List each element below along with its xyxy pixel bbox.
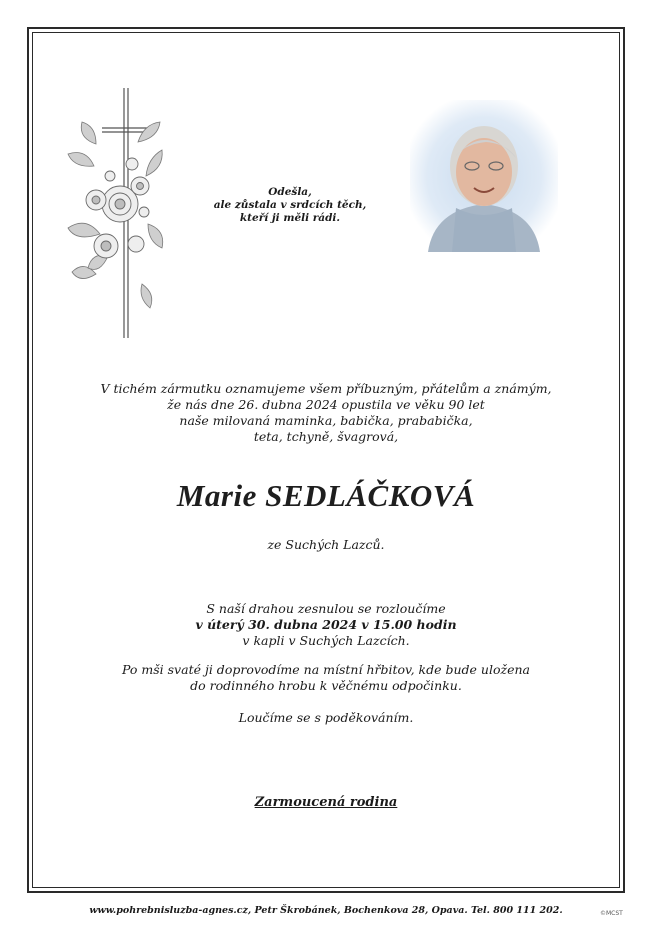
burial-line: do rodinného hrobu k věčnému odpočinku. <box>190 678 462 693</box>
announcement-line: že nás dne 26. dubna 2024 opustila ve věku 90 let <box>167 397 485 412</box>
quote-line: Odešla, <box>268 186 312 198</box>
burial-line: Po mši svaté ji doprovodíme na místní hřbitov, kde bude uložena <box>122 662 530 677</box>
ceremony-place: v kapli v Suchých Lazcích. <box>242 633 410 648</box>
announcement-text <box>40 381 612 445</box>
funeral-service-contact: www.pohrebnisluzba-agnes.cz, Petr Škrobánek, Bochenkova 28, Opava. Tel. 800 111 202. <box>89 905 563 916</box>
ceremony-info <box>40 601 612 649</box>
farewell-text: Loučíme se s poděkováním. <box>238 710 414 725</box>
quote-line: kteří ji měli rádi. <box>239 212 341 224</box>
cross-with-flowers-icon <box>66 84 166 342</box>
deceased-name: Marie SEDLÁČKOVÁ <box>176 478 476 513</box>
quote-line: ale zůstala v srdcích těch, <box>213 199 367 211</box>
ceremony-datetime: v úterý 30. dubna 2024 v 15.00 hodin <box>195 617 457 632</box>
portrait-photo <box>410 100 558 252</box>
memorial-quote <box>200 186 380 225</box>
mourners-signature: Zarmoucená rodina <box>254 795 398 810</box>
copyright-mark: ©MCST <box>600 910 623 917</box>
ceremony-intro: S naší drahou zesnulou se rozloučíme <box>206 601 446 616</box>
announcement-line: V tichém zármutku oznamujeme všem příbuzným, přátelům a známým, <box>100 381 552 396</box>
announcement-line: naše milovaná maminka, babička, prababička, <box>179 413 473 428</box>
burial-info <box>40 662 612 694</box>
deceased-origin: ze Suchých Lazců. <box>267 537 385 552</box>
announcement-line: teta, tchyně, švagrová, <box>253 429 399 444</box>
